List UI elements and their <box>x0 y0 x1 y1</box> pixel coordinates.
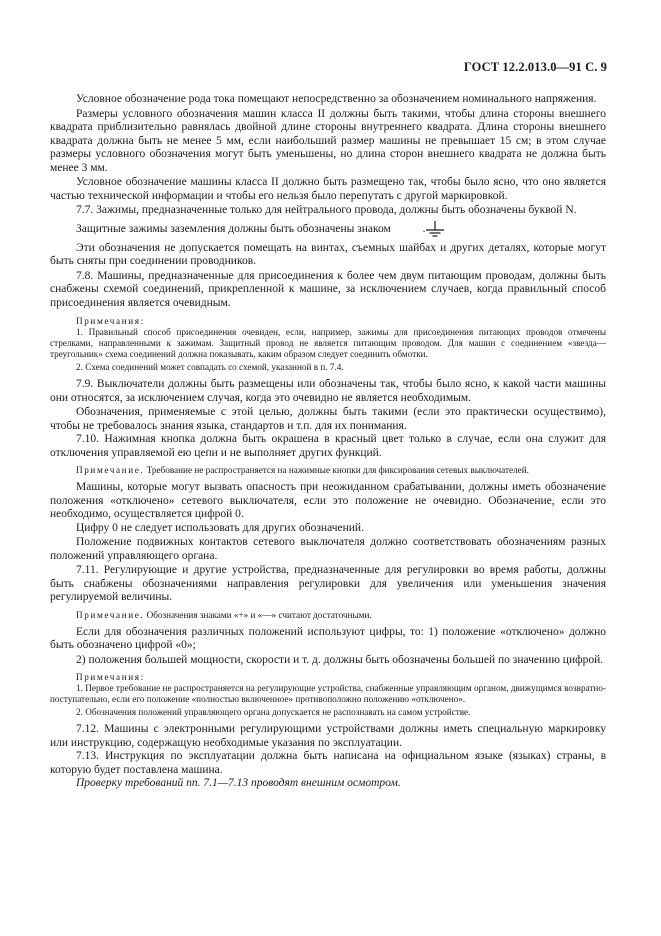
ground-symbol-icon <box>398 221 420 237</box>
paragraph-7-10: 7.10. Нажимная кнопка должна быть окрашена в красный цвет только в случае, если она служит для отключения управляемой ею цепи и не выполняет других функций. <box>50 433 606 459</box>
paragraph-earth-terminals <box>50 221 606 237</box>
earth-terminals-period: . <box>422 222 426 235</box>
note-2-title: Примечание. <box>76 465 145 475</box>
notes-1-item-2: 2. Схема соединений может совпадать со схемой, указанной в п. 7.4. <box>76 362 344 372</box>
paragraph-higher-power: 2) положения большей мощности, скорости и т. д. должны быть обозначены большей по значению цифрой. <box>76 653 604 666</box>
note-3-title: Примечание. <box>76 609 145 620</box>
notes-4-item-2: 2. Обозначения положений управляющего органа допускается не распознавать на самом устройстве. <box>76 707 471 717</box>
note-2-text: Требование не распространяется на нажимные кнопки для фиксирования сетевых выключателей. <box>146 465 529 475</box>
paragraph-class2-size: Размеры условного обозначения машин класса II должны быть такими, чтобы длина стороны внешнего квадрата приблизительно равнялась двойной длине стороны внутреннего квадрата. Длина стороны внешнего квадрата должна быть не менее 5 мм, если наибольший размер машины не превышает 15 см; в этом случае размеры условного обозначения могут быть уменьшены, но длина сторон внешнего квадрата не должна быть менее 3 мм. <box>50 107 606 174</box>
document-body <box>50 93 606 791</box>
paragraph-7-11: 7.11. Регулирующие и другие устройства, предназначенные для регулировки во время работы, должны быть снабжены обозначениями направления регулировки для увеличения или уменьшения значения регулируемой величины. <box>50 564 606 603</box>
notes-1-title: Примечания: <box>76 316 145 326</box>
notes-1-item-1: 1. Правильный способ присоединения очевиден, если, например, зажимы для присоединения питающих проводов отмечены стрелками, направленными к зажимам. Защитный провод не является питающим проводом. Для машин с соединением «звезда—треугольник» схема соединений должна показывать, каким образом следует соединить обмотки. <box>50 327 606 359</box>
paragraph-off-position: Машины, которые могут вызвать опасность при неожиданном срабатывании, должны иметь обозначение положения «отключено» сетевого выключателя, если это положение не очевидно. Обозначение, если это необходимо, осуществляется цифрой 0. <box>50 481 606 520</box>
paragraph-designations-language: Обозначения, применяемые с этой целью, должны быть такими (если это практически осуществимо), чтобы не требовалось знания языка, стандартов и т.п. для их понимания. <box>50 406 606 432</box>
paragraph-7-12: 7.12. Машины с электронными регулирующими устройствами должны иметь специальную маркировку или инструкцию, содержащую необходимые указания по эксплуатации. <box>50 723 606 749</box>
paragraph-7-9: 7.9. Выключатели должны быть размещены или обозначены так, чтобы было ясно, к какой части машины они относятся, за исключением случая, когда это очевидно не является необходимым. <box>50 378 606 404</box>
paragraph-contacts-position: Положение подвижных контактов сетевого выключателя должно соответствовать обозначениям разных положений управляющего органа. <box>50 536 606 562</box>
paragraph-current-type: Условное обозначение рода тока помещают непосредственно за обозначением номинального напряжения. <box>76 93 597 105</box>
paragraph-7-7: 7.7. Зажимы, предназначенные только для нейтрального провода, должны быть обозначены буквой N. <box>76 204 577 216</box>
notes-4-title: Примечания: <box>76 672 145 682</box>
note-2 <box>50 465 606 476</box>
page-header: ГОСТ 12.2.013.0—91 С. 9 <box>463 60 607 74</box>
note-3-text: Обозначения знаками «+» и «—» считают достаточными. <box>146 609 372 620</box>
paragraph-digits-positions: Если для обозначения различных положений используют цифры, то: 1) положение «отключено» должно быть обозначено цифрой «0»; <box>50 625 606 651</box>
paragraph-7-8: 7.8. Машины, предназначенные для присоединения к более чем двум питающим проводам, должны быть снабжены схемой соединений, прикрепленной к машине, за исключением случаев, когда правильный способ присоединения является очевидным. <box>50 269 606 309</box>
notes-4-item-1: 1. Первое требование не распространяется на регулирующие устройства, снабженные управляющим органом, движущимся возвратно-поступательно, если его положение «полностью включенное» противоположно положению «отключено». <box>50 683 606 704</box>
note-3 <box>50 610 606 621</box>
paragraph-digit-zero: Цифру 0 не следует использовать для других обозначений. <box>76 521 364 534</box>
paragraph-designations-screws: Эти обозначения не допускается помещать на винтах, съемных шайбах и других деталях, которые могут быть сняты при соединении проводников. <box>50 241 606 267</box>
paragraph-class2-placement: Условное обозначение машины класса II должно быть размещено так, чтобы было ясно, что оно является частью технической информации и чтобы его нельзя было перепутать с другой маркировкой. <box>50 176 606 202</box>
paragraph-verification: Проверку требований пп. 7.1—7.13 проводят внешним осмотром. <box>76 777 401 789</box>
paragraph-7-13: 7.13. Инструкция по эксплуатации должна быть написана на официальном языке (языках) страны, в которую будет поставлена машина. <box>50 750 606 776</box>
earth-terminals-text: Защитные зажимы заземления должны быть обозначены знаком <box>76 222 391 235</box>
